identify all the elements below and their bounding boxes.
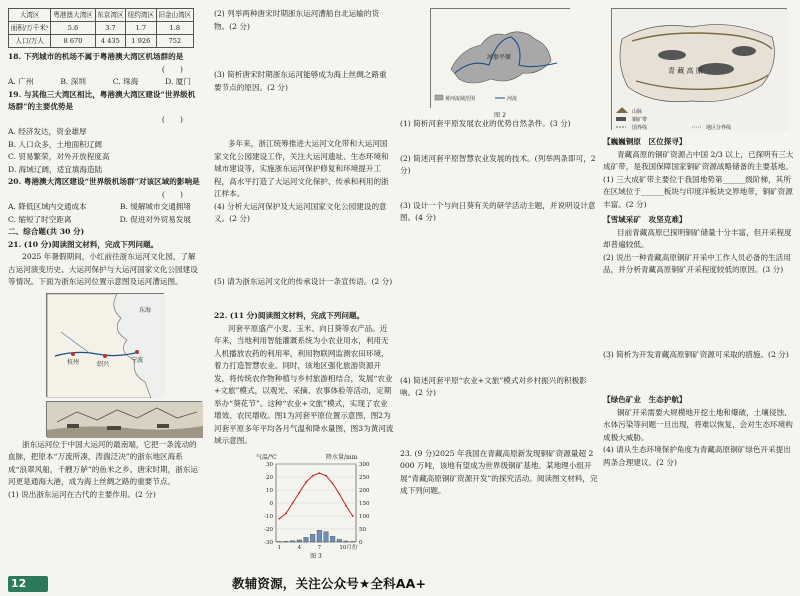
table-cell: 3.7 (95, 22, 126, 35)
table-cell: 752 (156, 35, 193, 48)
q21-sub5: (5) 请为浙东运河文化的传承设计一条宣传语。(2 分) (214, 276, 393, 286)
canal-map (46, 293, 164, 397)
chart-caption: 图 3 (310, 552, 322, 560)
table-header: 粤港澳大湾区 (51, 9, 95, 22)
answer-space (400, 131, 600, 153)
precip-bar (297, 539, 302, 541)
city-label: 宁波 (131, 356, 144, 364)
option: A. 降低区域内交通成本 (8, 202, 87, 211)
precip-bar (290, 540, 295, 541)
col4-para1: 青藏高原的铜矿资源占中国 2/3 以上，已探明有三大成矿带，是我国保障国家铜矿资源战略储备的主要基地。 (603, 149, 794, 171)
q19-stem: 19. 与其他三大湾区相比，粤港澳大湾区建设“世界级机场群”的主要优势是 (8, 89, 196, 111)
column-1 (8, 8, 201, 501)
x-tick: 4 (297, 544, 302, 551)
q22-sub1: (1) 简析河套平原发展农业的优势自然条件。(3 分) (400, 119, 571, 128)
section-tag: 【雪域采矿 攻坚克难】 (603, 215, 687, 224)
q22-head: 22. (11 分)阅读图文材料，完成下列问题。 (214, 311, 365, 320)
answer-space (214, 226, 394, 276)
option: B. 深圳 (60, 77, 86, 86)
answer-space (400, 400, 600, 448)
table-row (9, 35, 194, 48)
table-header: 东京湾区 (95, 9, 126, 22)
y-tick-right: 100 (359, 513, 370, 520)
option: B. 缓解城市交通拥堵 (119, 202, 191, 211)
temperature-line (279, 473, 352, 518)
answer-paren: ( ) (161, 114, 183, 124)
legend-label: 国界线 (632, 125, 648, 131)
y-tick-left: -30 (264, 539, 273, 546)
column-2 (214, 8, 394, 560)
table-header: 旧金山湾区 (156, 9, 193, 22)
y-tick-right: 250 (359, 474, 370, 481)
col4-para2: 目前青藏高原已探明铜矿储量十分丰富，但开采程度却普遍较低。 (603, 227, 792, 249)
table-cell: 1.8 (156, 22, 193, 35)
region-label: 青 藏 高 原 (668, 67, 703, 75)
section-tag: 【巍巍铜原 区位探寻】 (603, 137, 687, 146)
column-3 (400, 8, 600, 498)
temperature-point (312, 474, 314, 476)
q18-options (8, 76, 201, 89)
legend-label: 地区分界线 (706, 125, 732, 131)
option: C. 珠海 (112, 77, 139, 86)
table-cell: 1 926 (126, 35, 157, 48)
q20-stem: 20. 粤港澳大湾区建设“世界级机场群”对该区域的影响是 (8, 177, 200, 186)
answer-space (214, 33, 394, 69)
q22-sub3: (3) 设计一个与向日葵有关的研学活动主题，并说明设计意图。(4 分) (400, 200, 596, 222)
q21-sub2: (2) 列举两种唐宋时期浙东运河漕船自北运输的货物。(2 分) (214, 9, 380, 31)
option: D. 促进对外贸易发展 (119, 214, 191, 224)
option: D. 厦门 (165, 77, 191, 86)
q23-sub1: (1) 三大成矿带主要位于我国地势第______级阶梯，其所在区域位于______板块与印度洋板块交界地带，铜矿资源丰富。(2 分) (603, 174, 793, 209)
precip-bar (277, 541, 282, 542)
q23-sub3: (3) 简析为开发青藏高原铜矿资源可采取的措施。(2 分) (603, 349, 789, 359)
answer-space (603, 277, 795, 349)
page-footer (0, 574, 800, 596)
map3-container (603, 8, 795, 133)
q21-intro: 2025 年暑假期间，小红前往浙东运河文化园，了解古运河演变历史、大运河保护与大运河国家文化公园建设等情况。下面为浙东运河位置示意图及运河漕运图。 (8, 252, 198, 286)
option: D. 海域辽阔，适宜填海造陆 (8, 164, 103, 174)
climate-chart-svg (214, 450, 394, 560)
q23-head: 23. (9 分)2025 年我国在青藏高原新发现铜矿资源量超 2 000 万吨，该地有望成为世界级铜矿基地。某地理小组开展“青藏高原铜矿资源开发”的探究活动。阅读图文材料，完成下列问题。 (400, 448, 598, 495)
answer-space (214, 94, 394, 138)
city-label: 绍兴 (97, 360, 110, 368)
page-number: 12 (8, 576, 48, 592)
option: A. 经济发达，资金雄厚 (8, 127, 87, 136)
q22-para: 河套平原盛产小麦、玉米、向日葵等农产品。近年来，当地利用智能灌溉系统为小农业用水，利用无人机播放农药的利用率，利用物联网监测农田环境，着力打造智慧农业。同时，该地区强化旅游资源开发，将传统农作物种植与乡村旅游相结合，发展“农业+文旅”模式，以观光、采摘、农事体验等活动，定期举办“葵花节”。这种“农业+文旅”模式，实现了农业增效、农民增收。图1为河套平原位置示意图，图2为河套平原多年平均各月气温和降水量图，图3为黄河流域示意图。 (214, 323, 394, 445)
q21-head: 21. (10 分)阅读图文材料，完成下列问题。 (8, 239, 159, 249)
yellow-river-map (430, 8, 570, 108)
section-title: 二、综合题(共 30 分) (8, 227, 85, 236)
y-tick-right: 200 (359, 487, 370, 494)
temperature-point (325, 474, 327, 476)
precip-bar (330, 536, 335, 542)
legend-label: 河流 (507, 96, 518, 102)
yellow-river-svg (431, 9, 571, 109)
map2-container (400, 8, 600, 118)
y-tick-right: 50 (359, 526, 366, 533)
temperature-point (345, 504, 347, 506)
q22-sub2: (2) 简述河套平原智慧农业发展的技术。(列举两条即可，2 分) (400, 153, 596, 175)
y-tick-right: 300 (359, 461, 370, 468)
option: A. 广州 (8, 77, 34, 86)
table-header: 大湾区 (9, 9, 51, 22)
y-tick-left: 30 (266, 461, 273, 468)
q23-sub4: (4) 请从生态环境保护角度为青藏高原铜矿绿色开采提出两条合理建议。(2 分) (603, 445, 791, 467)
y-tick-left: 10 (266, 487, 273, 494)
q23-sub2: (2) 说出一种青藏高原铜矿开采中工作人员必备的生活用品，并分析青藏高原铜矿开采程度较低的原因。(3 分) (603, 252, 791, 274)
canal-painting (46, 401, 202, 437)
option: B. 人口众多，土地面积辽阔 (8, 139, 102, 149)
canal-map-svg (47, 294, 165, 398)
table-cell: 5.6 (51, 22, 95, 35)
answer-paren: ( ) (161, 64, 183, 74)
x-tick: 1 (277, 544, 282, 551)
precip-bar (337, 539, 342, 542)
legend-label: 山脉 (632, 109, 643, 115)
q21-para3: 多年来，浙江统筹推进大运河文化带和大运河国家文化公园建设工作，关注大运河遗址、生态环境和城市建设等，实施浙东运河保护修复和环境提升工程，高水平打造了大运河文化保护、传承和利用的浙江样本。 (214, 139, 389, 198)
city-label: 杭州 (67, 358, 80, 366)
figure-caption: 图 2 (493, 112, 507, 119)
q21-sub4: (4) 分析大运河保护及大运河国家文化公园建设的意义。(2 分) (214, 201, 387, 223)
precip-bar (284, 541, 289, 542)
y-tick-left: -20 (264, 526, 273, 533)
table-cell: 4 435 (95, 35, 126, 48)
temperature-point (352, 515, 354, 517)
q21-sub1: (1) 说出浙东运河在古代的主要作用。(2 分) (8, 489, 156, 499)
precip-bar (350, 541, 355, 542)
answer-space (603, 361, 795, 391)
answer-paren: ( ) (161, 189, 183, 199)
y-axis-label-left: 气温/℃ (256, 453, 277, 461)
precip-bar (310, 534, 315, 542)
precip-bar (344, 540, 349, 541)
option: C. 缩短了时空距离 (8, 214, 72, 224)
section-tag: 【绿色矿业 生态护航】 (603, 395, 687, 404)
y-tick-left: 0 (269, 500, 273, 507)
y-tick-right: 150 (359, 500, 370, 507)
temperature-point (285, 512, 287, 514)
figure-spacer (8, 289, 201, 439)
legend-label: 黄河流域范围 (445, 96, 476, 102)
y-tick-left: 20 (266, 474, 273, 481)
precip-bar (317, 530, 322, 542)
y-axis-label-right: 降水量/mm (326, 453, 358, 461)
temperature-point (298, 491, 300, 493)
q18-stem: 18. 下列城市的机场不属于粤港澳大湾区机场群的是 (8, 52, 184, 61)
q20-options-row2 (8, 214, 201, 227)
col4-para3: 铜矿开采需要大规模地开挖土地和爆破，土壤侵蚀、水体污染等问题一旦出现，将难以恢复，会对生态环境构成极大威胁。 (603, 407, 793, 442)
table-cell: 8 670 (51, 35, 95, 48)
q21-para2: 浙东运河位于中国大运河的最南端，它把一条流动的血脉，把原本“万流所凑，涛湍泛决”的浙东地区海系成“浪翠风船，千艘万舻”的鱼米之乡。唐宋时期，浙东运河更是通海大港，成为海上丝绸之路的重要节点。 (8, 439, 199, 486)
temperature-point (318, 472, 320, 474)
answer-space (400, 225, 600, 375)
y-tick-left: -10 (264, 513, 273, 520)
tibet-map-svg (612, 9, 788, 131)
region-label: 河套平原 (487, 54, 512, 61)
temperature-point (332, 482, 334, 484)
precip-bar (324, 531, 329, 541)
sea-label: 东海 (139, 306, 152, 314)
q21-sub3: (3) 简析唐宋时期浙东运河能够成为海上丝绸之路重要节点的原因。(2 分) (214, 70, 387, 92)
table-header: 纽约湾区 (126, 9, 157, 22)
x-tick: 10月份 (339, 544, 358, 551)
answer-space (214, 288, 394, 310)
table-cell: 面积/万千米² (9, 22, 51, 35)
q20-options-row1 (8, 201, 201, 214)
watermark-text: 教辅资源，关注公众号★全科AA+ (232, 576, 427, 591)
temperature-point (305, 481, 307, 483)
bay-area-table (8, 8, 194, 48)
x-tick: 7 (317, 544, 322, 551)
precip-bar (304, 537, 309, 542)
answer-space (400, 178, 600, 200)
legend-label: 铜矿带 (632, 117, 648, 123)
temperature-point (278, 517, 280, 519)
painting-svg (47, 402, 203, 438)
y-tick-right: 0 (359, 539, 363, 546)
temperature-point (292, 502, 294, 504)
temperature-point (338, 493, 340, 495)
table-cell: 1.7 (126, 22, 157, 35)
q22-sub4: (4) 简述河套平原“农业+文旅”模式对乡村振兴的积极影响。(2 分) (400, 375, 587, 397)
climate-chart (214, 450, 394, 560)
table-row (9, 22, 194, 35)
column-4 (603, 8, 795, 469)
option: C. 贸易繁荣，对外开放程度高 (8, 152, 110, 161)
tibet-map (611, 8, 787, 130)
table-cell: 人口/万人 (9, 35, 51, 48)
